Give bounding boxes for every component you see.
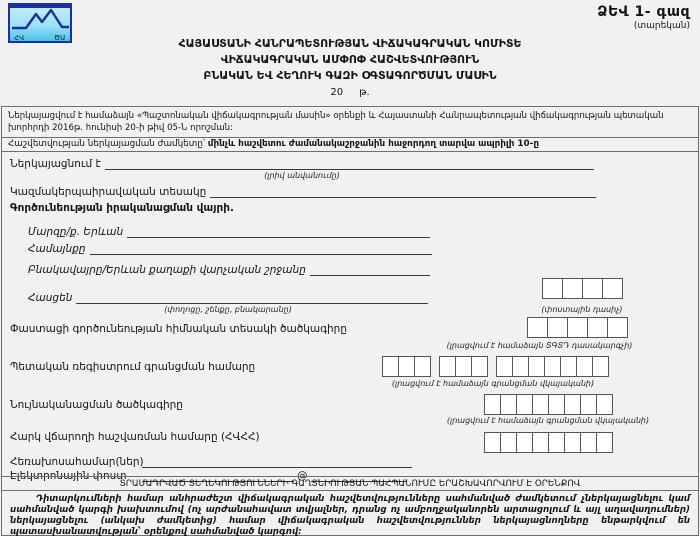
code-cell[interactable] bbox=[398, 356, 415, 377]
address-hint: (փողոցը, շենքը, բնակարանը) bbox=[164, 305, 292, 314]
code-cell[interactable] bbox=[592, 356, 609, 377]
settlement-input-line[interactable] bbox=[310, 263, 430, 276]
phone-input-line[interactable] bbox=[142, 455, 412, 468]
code-cell[interactable] bbox=[567, 317, 588, 338]
code-cell[interactable] bbox=[596, 394, 613, 415]
code-cell[interactable] bbox=[562, 278, 583, 299]
presenter-hint: (լրիվ անվանումը) bbox=[264, 171, 340, 180]
code-cell[interactable] bbox=[564, 394, 581, 415]
deadline-value: մինչև հաշվետու ժամանակաշրջանին հաջորդող տարվա ապրիլի 10-ը bbox=[207, 139, 539, 149]
legal-basis-text: Ներկայացվում է համաձայն «Պաշտոնական վիճակագրության մասին» օրենքի և Հայաստանի Հանրապետության վիճակագրության պետական խորհրդի 2016թ. հունիսի 20-ի թիվ 05-Ն որոշման: bbox=[8, 111, 664, 133]
phone-label: Հեռախոսահամար(ներ) bbox=[10, 456, 144, 468]
presenter-input-line[interactable] bbox=[105, 157, 594, 170]
deadline-label: Հաշվետվության ներկայացման ժամկետը՝ bbox=[8, 139, 208, 149]
state-register-label: Պետական ռեգիստրում գրանցման համարը bbox=[10, 361, 256, 373]
code-cell[interactable] bbox=[607, 317, 628, 338]
address-row bbox=[28, 291, 428, 304]
activity-code-hint: (լրացվում է համաձայն ՏԳՏԴ դասակարգչի) bbox=[446, 341, 633, 350]
code-cell[interactable] bbox=[439, 356, 456, 377]
form-code-block bbox=[597, 4, 690, 31]
code-cell[interactable] bbox=[582, 278, 603, 299]
email-label: Էլեկտրոնային փոստ bbox=[10, 470, 127, 482]
state-register-cells-group1[interactable] bbox=[382, 356, 430, 377]
code-cell[interactable] bbox=[516, 432, 533, 453]
code-cell[interactable] bbox=[382, 356, 399, 377]
code-cell[interactable] bbox=[548, 394, 565, 415]
community-row bbox=[28, 242, 432, 255]
code-cell[interactable] bbox=[576, 356, 593, 377]
state-register-cells-group3[interactable] bbox=[496, 356, 608, 377]
code-cell[interactable] bbox=[532, 394, 549, 415]
code-cell[interactable] bbox=[516, 394, 533, 415]
code-cell[interactable] bbox=[471, 356, 488, 377]
year-line bbox=[0, 87, 700, 98]
address-label: Հասցեն bbox=[28, 292, 73, 304]
code-cell[interactable] bbox=[602, 278, 623, 299]
code-cell[interactable] bbox=[564, 432, 581, 453]
code-cell[interactable] bbox=[547, 317, 568, 338]
address-input-line[interactable] bbox=[76, 291, 428, 304]
legal-basis-section bbox=[1, 106, 699, 138]
code-cell[interactable] bbox=[542, 278, 563, 299]
form-periodicity: (տարեկան) bbox=[633, 21, 690, 31]
report-kind-title: ՎԻՃԱԿԱԳՐԱԿԱՆ ԱՄՓՈՓ ՀԱՇՎԵՏՎՈՒԹՅՈՒՆ bbox=[220, 53, 480, 66]
liability-warning-text: Դիտարկումների համար անհրաժեշտ վիճակագրական հաշվետվությունները սահմանված ժամկետում չներկայացնելու կամ սահմանված կարգի խախտումով (ոչ արժանահավատ տվյալներ, դրանց ոչ ամբողջականորեն արտացոլում և այլ աղավաղումներ) ներկայացնելու (անկախ ժամկետից) համար վիճակագրական հաշվետվություններ ներկայացնողները ենթարկվում են պատասխանատվության՝ օրենքով սահմանված կարգով: bbox=[10, 494, 690, 536]
community-input-line[interactable] bbox=[90, 242, 432, 255]
marz-row bbox=[28, 225, 430, 238]
email-at-sign: @ bbox=[297, 470, 308, 482]
code-cell[interactable] bbox=[532, 432, 549, 453]
deadline-section bbox=[1, 137, 699, 152]
code-cell[interactable] bbox=[500, 394, 517, 415]
state-register-hint: (լրացվում է համաձայն գրանցման վկայականի) bbox=[391, 379, 595, 388]
code-cell[interactable] bbox=[560, 356, 577, 377]
legal-type-label: Կազմակերպաիրավական տեսակը bbox=[10, 186, 207, 198]
year-suffix: թ. bbox=[359, 87, 370, 98]
settlement-row bbox=[28, 263, 430, 276]
code-cell[interactable] bbox=[528, 356, 545, 377]
report-subject-title: ԲՆԱԿԱՆ ԵՎ ՀԵՂՈՒԿ ԳԱԶԻ ՕԳՏԱԳՈՐԾՄԱՆ ՄԱՍԻՆ bbox=[203, 69, 497, 82]
confidentiality-text: ՏՐԱՄԱԴՐՎԱԾ ՏԵՂԵԿՈՒԹՅՈՒՆՆԵՐԻ ԳԱՂՏՆԻՈՒԹՅԱՆ ՊԱՀՊԱՆՈՒՄԸ ԵՐԱՇԽԱՎՈՐՎՈՒՄ Է ՕՐԵՆՔՈՎ bbox=[119, 479, 581, 489]
community-label: Համայնքը bbox=[28, 243, 86, 255]
identification-code-hint: (լրացվում է համաձայն գրանցման վկայականի) bbox=[446, 416, 650, 425]
code-cell[interactable] bbox=[587, 317, 608, 338]
code-cell[interactable] bbox=[414, 356, 431, 377]
identification-code-label: Նույնականացման ծածկագիրը bbox=[10, 399, 183, 411]
code-cell[interactable] bbox=[484, 394, 501, 415]
logo-letters-left: ՀՎ bbox=[14, 34, 25, 42]
year-prefix: 20 bbox=[330, 87, 344, 98]
code-cell[interactable] bbox=[512, 356, 529, 377]
legal-type-row bbox=[10, 185, 596, 198]
confidentiality-band bbox=[1, 476, 699, 491]
legal-type-input-line[interactable] bbox=[210, 185, 596, 198]
activity-code-label: Փաստացի գործունեության հիմնական տեսակի ծածկագիրը bbox=[10, 323, 347, 335]
postal-code-cells[interactable] bbox=[542, 278, 622, 299]
code-cell[interactable] bbox=[500, 432, 517, 453]
code-cell[interactable] bbox=[484, 432, 501, 453]
code-cell[interactable] bbox=[580, 394, 597, 415]
form-body-section bbox=[1, 151, 699, 482]
tin-label: Հարկ վճարողի հաշվառման համարը (ՀՎՀՀ) bbox=[10, 431, 260, 443]
code-cell[interactable] bbox=[580, 432, 597, 453]
liability-warning-section bbox=[1, 490, 699, 536]
settlement-label: Բնակավայրը/Երևան քաղաքի վարչական շրջանը bbox=[28, 264, 306, 276]
location-section-header: Գործունեության իրականացման վայրի. bbox=[10, 202, 234, 214]
code-cell[interactable] bbox=[548, 432, 565, 453]
code-cell[interactable] bbox=[455, 356, 472, 377]
code-cell[interactable] bbox=[496, 356, 513, 377]
postal-code-hint: (փոստային դասիչ) bbox=[541, 305, 623, 314]
state-register-cells-group2[interactable] bbox=[439, 356, 487, 377]
logo-letters-right: ԾԱ bbox=[54, 34, 66, 42]
code-cell[interactable] bbox=[596, 432, 613, 453]
code-cell[interactable] bbox=[527, 317, 548, 338]
phone-row bbox=[10, 455, 412, 468]
form-titles bbox=[0, 36, 700, 84]
presenter-row bbox=[10, 157, 594, 170]
activity-code-cells[interactable] bbox=[527, 317, 627, 338]
marz-input-line[interactable] bbox=[127, 225, 430, 238]
form-code: ՁԵՎ 1- գազ bbox=[597, 4, 690, 20]
marz-label: Մարզը/ք. Երևան bbox=[28, 226, 124, 238]
tin-cells[interactable] bbox=[484, 432, 612, 453]
committee-title: ՀԱՅԱՍՏԱՆԻ ՀԱՆՐԱՊԵՏՈՒԹՅԱՆ ՎԻՃԱԿԱԳՐԱԿԱՆ ԿՈՄԻՏԵ bbox=[178, 37, 522, 50]
code-cell[interactable] bbox=[544, 356, 561, 377]
identification-code-cells[interactable] bbox=[484, 394, 612, 415]
presenter-label: Ներկայացնում է bbox=[10, 158, 101, 170]
